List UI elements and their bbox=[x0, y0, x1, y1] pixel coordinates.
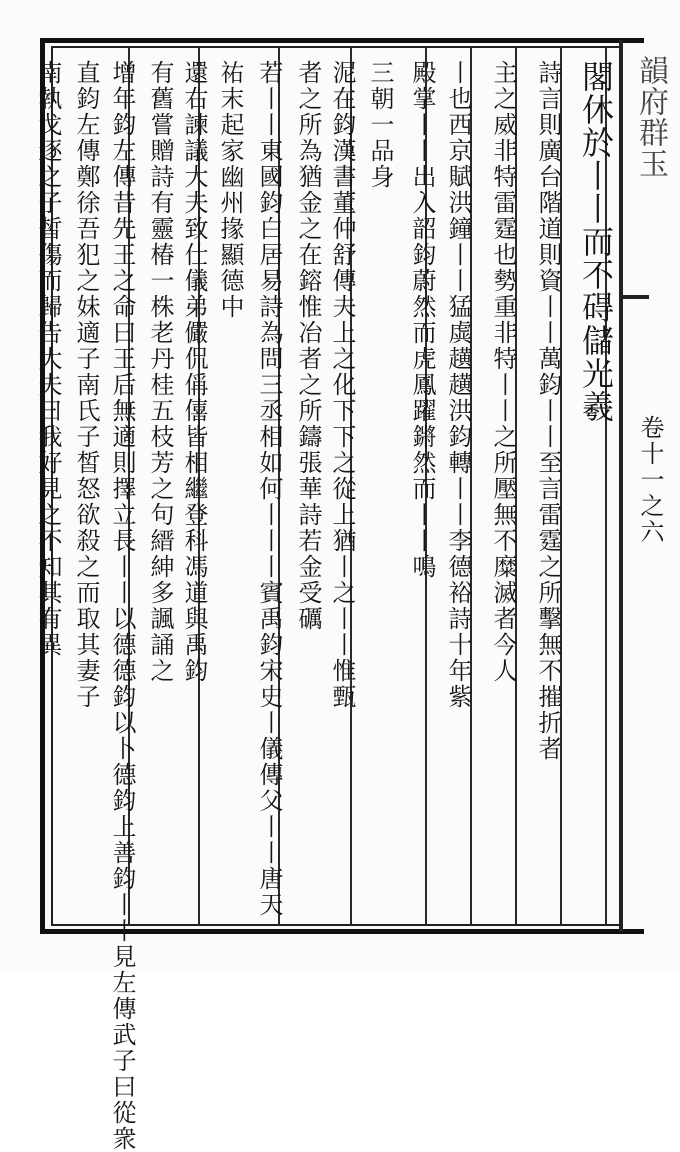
column-text: 閣休於丨丨而不碍儲光羲 bbox=[577, 60, 615, 423]
text-column-1 bbox=[572, 60, 620, 922]
column-text: 若丨丨東國鈞白居易詩為問三丞相如何丨丨丨賓禹鈞宋史丨儀傳父丨丨唐天 bbox=[255, 60, 283, 918]
text-column-5 bbox=[398, 60, 446, 922]
text-column-3 bbox=[479, 60, 527, 922]
column-text: 祐末起家幽州掾顯德中 bbox=[216, 60, 244, 320]
book-title-gutter bbox=[626, 55, 672, 287]
column-text: 增年鈞左傳昔先王之命曰王后無適則擇立長丨丨以德德鈞以卜德鈞上善鈞丨丨見左傳武子曰從衆 bbox=[108, 60, 136, 1152]
column-text: 者之所為猶金之在鎔惟冶者之所鑄張華詩若金受礪 bbox=[294, 60, 322, 632]
fold-label-gutter bbox=[626, 415, 672, 675]
column-text: 直鈞左傳鄭徐吾犯之妹適子南氏子皙怒欲殺之而取其妻子 bbox=[72, 60, 100, 710]
column-text: 詩言則廣台階道則資丨丨萬鈞丨丨至言雷霆之所擊無不摧折者 bbox=[534, 60, 562, 762]
column-text: 有舊嘗贈詩有靈椿一株老丹桂五枝芳之句縉紳多諷誦之 bbox=[146, 60, 174, 684]
gutter-divider bbox=[619, 295, 649, 299]
fold-label: 卷十一之六 bbox=[636, 415, 664, 545]
column-text: 丨也西京賦洪鐘丨丨猛虡趪趪洪鈞轉丨丨李德裕詩十年紫 bbox=[444, 60, 472, 710]
column-text: 三朝一品身 bbox=[366, 60, 394, 190]
book-title: 韻府群玉 bbox=[633, 55, 668, 179]
column-text: 還右諫議大夫致仕儀弟儼侃偁僖皆相繼登科馮道與禹鈞 bbox=[180, 60, 208, 684]
column-text: 主之威非特雷霆也勢重非特丨丨之所壓無不糜滅者今人 bbox=[489, 60, 517, 684]
text-column-2 bbox=[524, 60, 572, 922]
column-text: 南執戈逐之子皙傷而歸告大夫曰我好見之不知其有異 bbox=[34, 60, 62, 658]
text-column-15 bbox=[24, 60, 64, 922]
column-text: 殿掌丨丨出入韶鈞蔚然而虎鳳躍鏘然而丨丨鳴 bbox=[408, 60, 436, 580]
column-text: 泥在鈞漢書董仲舒傳夫上之化下下之從上猶丨之丨丨惟甄 bbox=[328, 60, 356, 710]
